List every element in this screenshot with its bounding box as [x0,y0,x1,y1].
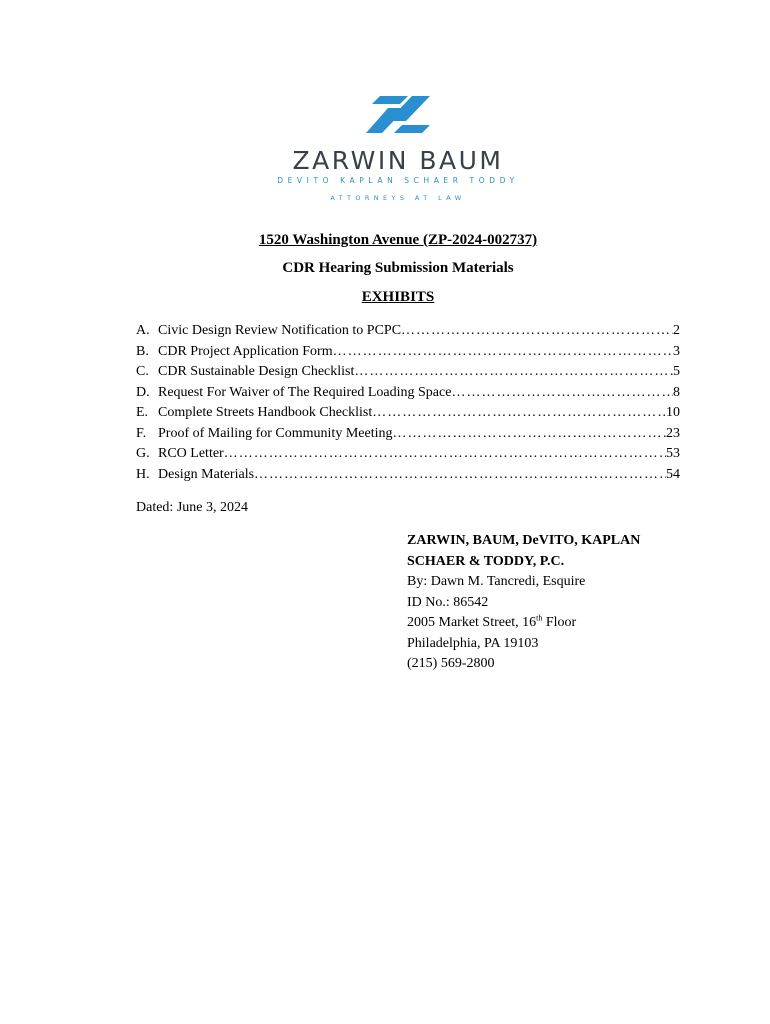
exhibit-title: CDR Sustainable Design Checklist [158,364,355,379]
exhibit-title: Request For Waiver of The Required Loading Space [158,384,452,400]
exhibit-page-number: 53 [666,446,680,461]
ordinal-suffix: th [536,613,543,623]
exhibit-letter: C. [136,364,149,379]
exhibit-title: CDR Project Application Form [158,343,333,359]
firm-name-line-2: SCHAER & TODDY, P.C. [407,554,565,569]
exhibit-page-number: 2 [673,323,680,338]
exhibit-title: RCO Letter [158,446,224,461]
exhibit-title: Complete Streets Handbook Checklist [158,405,373,420]
exhibit-row [136,364,680,385]
id-number-line: ID No.: 86542 [407,594,489,610]
exhibit-row [136,344,680,365]
exhibit-leader-dots [354,364,673,380]
exhibit-title: Civic Design Review Notification to PCPC [158,323,402,338]
exhibit-row [136,467,680,488]
zb-logo-mark-icon [366,96,430,134]
exhibit-page-number: 5 [673,364,680,379]
exhibit-leader-dots [254,467,666,483]
document-title: CDR Hearing Submission Materials [282,260,514,276]
exhibit-row [136,385,680,406]
exhibit-letter: B. [136,343,149,359]
exhibit-leader-dots [392,426,666,442]
exhibit-page-number: 3 [673,343,680,359]
exhibit-row [136,446,680,467]
exhibit-page-number: 23 [666,425,680,441]
exhibit-leader-dots [451,385,673,401]
exhibit-title: Proof of Mailing for Community Meeting [158,425,393,441]
exhibit-leader-dots [372,405,666,421]
exhibit-row [136,426,680,447]
street-address-line [407,613,737,634]
exhibit-title: Design Materials [158,466,255,482]
exhibit-letter: A. [136,323,150,338]
exhibit-page-number: 8 [673,384,680,400]
exhibit-row [136,405,680,426]
signature-block [407,530,737,675]
exhibit-leader-dots [224,446,666,462]
street-text: 2005 Market Street, 16 [407,615,537,630]
exhibit-letter: F. [136,425,147,441]
dated-line: Dated: June 3, 2024 [136,500,248,515]
address-heading: 1520 Washington Avenue (ZP-2024-002737) [258,232,538,248]
exhibit-letter: G. [136,446,150,461]
exhibit-letter: E. [136,405,149,420]
exhibit-leader-dots [333,344,673,360]
firm-name-line-1: ZARWIN, BAUM, DeVITO, KAPLAN [407,533,641,548]
exhibit-letter: H. [136,466,150,482]
city-state-zip-line: Philadelphia, PA 19103 [407,635,539,651]
signatory-line: By: Dawn M. Tancredi, Esquire [407,574,586,589]
logo-partner-names: DEVITO KAPLAN SCHAER TODDY [277,176,519,185]
exhibits-heading: EXHIBITS [361,289,435,305]
phone-line: (215) 569-2800 [407,656,495,671]
exhibits-list [136,323,680,487]
exhibit-leader-dots [401,323,673,339]
logo-firm-name: ZARWIN BAUM [292,146,504,175]
exhibit-row [136,323,680,344]
floor-text: Floor [542,615,577,630]
exhibit-page-number: 10 [666,405,680,420]
logo-tagline: ATTORNEYS AT LAW [330,194,466,202]
exhibit-page-number: 54 [666,466,680,482]
exhibit-letter: D. [136,384,150,400]
